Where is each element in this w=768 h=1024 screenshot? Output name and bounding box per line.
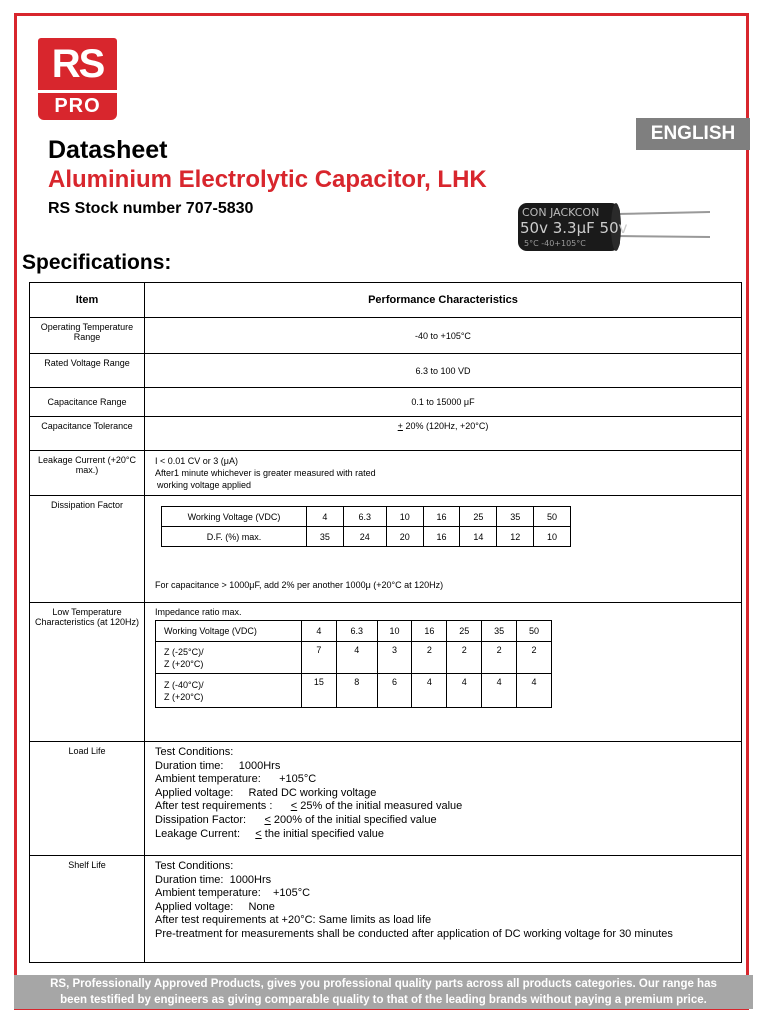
specifications-heading: Specifications: — [22, 251, 172, 274]
rated-v-value: 6.3 to 100 VD — [145, 354, 742, 388]
product-title: Aluminium Electrolytic Capacitor, LHK — [48, 166, 487, 193]
impedance-table — [155, 620, 552, 708]
table-row — [30, 318, 742, 354]
df-v: 35 — [497, 507, 534, 527]
table-row — [30, 354, 742, 388]
cap-range-value: 0.1 to 15000 μF — [145, 388, 742, 417]
load-l7-b: < — [255, 827, 262, 840]
lt-r2-val: 4 — [517, 674, 552, 708]
op-temp-label: Operating Temperature Range — [30, 318, 145, 354]
shelf-l6: Pre-treatment for measurements shall be conducted after application of DC working voltage for 30 minutes — [155, 927, 673, 940]
table-row — [30, 856, 742, 963]
capacitor-image — [516, 200, 712, 256]
doc-title: Datasheet — [48, 136, 168, 164]
table-row — [30, 496, 742, 603]
lt-r1-val: 2 — [412, 642, 447, 674]
cap-tol-text: 20% (120Hz, +20°C) — [402, 421, 489, 431]
leak-line-1: I < 0.01 CV or 3 (μA) — [155, 456, 238, 466]
df-v: 6.3 — [343, 507, 386, 527]
lt-v: 50 — [517, 621, 552, 642]
df-val: 24 — [343, 527, 386, 547]
rs-pro-logo — [38, 38, 117, 120]
table-row — [30, 603, 742, 742]
load-life-cell — [145, 742, 742, 856]
cap-print-1: CON JACKCON — [522, 206, 600, 219]
lt-row1-label — [156, 642, 302, 674]
cap-range-label: Capacitance Range — [30, 388, 145, 417]
df-v: 16 — [423, 507, 460, 527]
load-l7-a: Leakage Current: — [155, 827, 256, 840]
col-perf-header: Performance Characteristics — [145, 283, 742, 318]
cap-tol-value — [145, 417, 742, 451]
load-l5-b: < — [290, 800, 298, 813]
lt-v: 6.3 — [336, 621, 377, 642]
load-l4: Applied voltage: Rated DC working voltage — [155, 786, 377, 799]
load-l5-c: 25% of the initial measured value — [297, 800, 463, 813]
df-val: 35 — [307, 527, 344, 547]
lt-v: 10 — [377, 621, 412, 642]
logo-pro: PRO — [38, 93, 117, 120]
op-temp-value: -40 to +105°C — [145, 318, 742, 354]
cap-print-2: 50v 3.3μF 50v — [520, 219, 628, 237]
load-life-label: Load Life — [30, 742, 145, 856]
load-l6-a: Dissipation Factor: — [155, 813, 265, 826]
df-table — [161, 506, 571, 547]
rated-v-label: Rated Voltage Range — [30, 354, 145, 388]
df-v: 50 — [534, 507, 571, 527]
load-l5-a: After test requirements : — [155, 800, 291, 813]
col-item-header: Item — [30, 283, 145, 318]
df-note: For capacitance > 1000μF, add 2% per another 1000μ (+20°C at 120Hz) — [155, 580, 444, 590]
lt-r1-val: 4 — [336, 642, 377, 674]
df-v: 4 — [307, 507, 344, 527]
load-l1: Test Conditions: — [155, 746, 234, 758]
lt-r2-val: 4 — [412, 674, 447, 708]
lt-r2-val: 8 — [336, 674, 377, 708]
leak-value — [145, 451, 742, 496]
logo-rs: RS — [38, 38, 117, 90]
shelf-l3: Ambient temperature: +105°C — [155, 887, 311, 900]
spec-table — [29, 282, 742, 963]
table-row — [30, 451, 742, 496]
shelf-l4: Applied voltage: None — [155, 900, 275, 913]
shelf-l1: Test Conditions: — [155, 860, 234, 872]
lt-r1-b: Z (+20°C) — [164, 658, 204, 669]
lt-r1-val: 2 — [447, 642, 482, 674]
lt-wv-label: Working Voltage (VDC) — [156, 621, 302, 642]
df-val: 16 — [423, 527, 460, 547]
load-l7 — [155, 828, 731, 842]
language-badge: ENGLISH — [636, 118, 750, 150]
lt-r2-val: 4 — [482, 674, 517, 708]
load-l6 — [155, 814, 731, 828]
df-val: 14 — [460, 527, 497, 547]
df-row-label: D.F. (%) max. — [162, 527, 307, 547]
cap-tol-label: Capacitance Tolerance — [30, 417, 145, 451]
df-val: 10 — [534, 527, 571, 547]
lt-r2-val: 4 — [447, 674, 482, 708]
leak-line-3: working voltage applied — [157, 480, 252, 490]
lt-v: 4 — [302, 621, 337, 642]
lt-r1-val: 7 — [302, 642, 337, 674]
shelf-life-label: Shelf Life — [30, 856, 145, 963]
df-val: 20 — [386, 527, 423, 547]
footer-line-2: been testified by engineers as giving comparable quality to that of the leading brands without paying a premium price. — [60, 994, 707, 1006]
table-row — [30, 417, 742, 451]
df-v: 25 — [460, 507, 497, 527]
stock-number: RS Stock number 707-5830 — [48, 200, 254, 217]
leak-label: Leakage Current (+20°C max.) — [30, 451, 145, 496]
load-l3: Ambient temperature: +105°C — [155, 773, 317, 786]
lt-v: 16 — [412, 621, 447, 642]
load-l6-b: < — [264, 813, 271, 826]
load-l6-c: 200% of the initial specified value — [270, 813, 437, 826]
df-wv-label: Working Voltage (VDC) — [162, 507, 307, 527]
lowtemp-label: Low Temperature Characteristics (at 120Hz) — [30, 603, 145, 742]
table-row — [30, 742, 742, 856]
lt-r1-val: 3 — [377, 642, 412, 674]
lt-r1-a: Z (-25°C)/ — [164, 646, 204, 657]
lt-v: 35 — [482, 621, 517, 642]
shelf-l5: After test requirements at +20°C: Same limits as load life — [155, 914, 432, 927]
df-val: 12 — [497, 527, 534, 547]
shelf-l2: Duration time: 1000Hrs — [155, 873, 272, 886]
load-l7-c: the initial specified value — [261, 827, 385, 840]
leak-line-2: After1 minute whichever is greater measured with rated — [155, 468, 376, 478]
footer-banner — [14, 975, 753, 1009]
table-row — [30, 388, 742, 417]
df-cell — [145, 496, 742, 603]
lt-r2-b: Z (+20°C) — [164, 691, 204, 702]
plus-minus-sign: + — [397, 421, 403, 431]
footer-line-1: RS, Professionally Approved Products, gives you professional quality parts across all products categories. Our range has — [50, 978, 717, 990]
cap-print-3: 5°C -40+105°C — [524, 239, 586, 248]
df-v: 10 — [386, 507, 423, 527]
lt-r2-a: Z (-40°C)/ — [164, 679, 204, 690]
lt-r1-val: 2 — [482, 642, 517, 674]
lt-r2-val: 6 — [377, 674, 412, 708]
lt-r2-val: 15 — [302, 674, 337, 708]
shelf-life-cell — [145, 856, 742, 963]
lt-v: 25 — [447, 621, 482, 642]
df-label: Dissipation Factor — [30, 496, 145, 603]
lowtemp-intro: Impedance ratio max. — [155, 607, 242, 617]
load-l5 — [155, 800, 731, 814]
lt-r1-val: 2 — [517, 642, 552, 674]
load-l2: Duration time: 1000Hrs — [155, 759, 281, 772]
lowtemp-cell — [145, 603, 742, 742]
lt-row2-label — [156, 674, 302, 708]
